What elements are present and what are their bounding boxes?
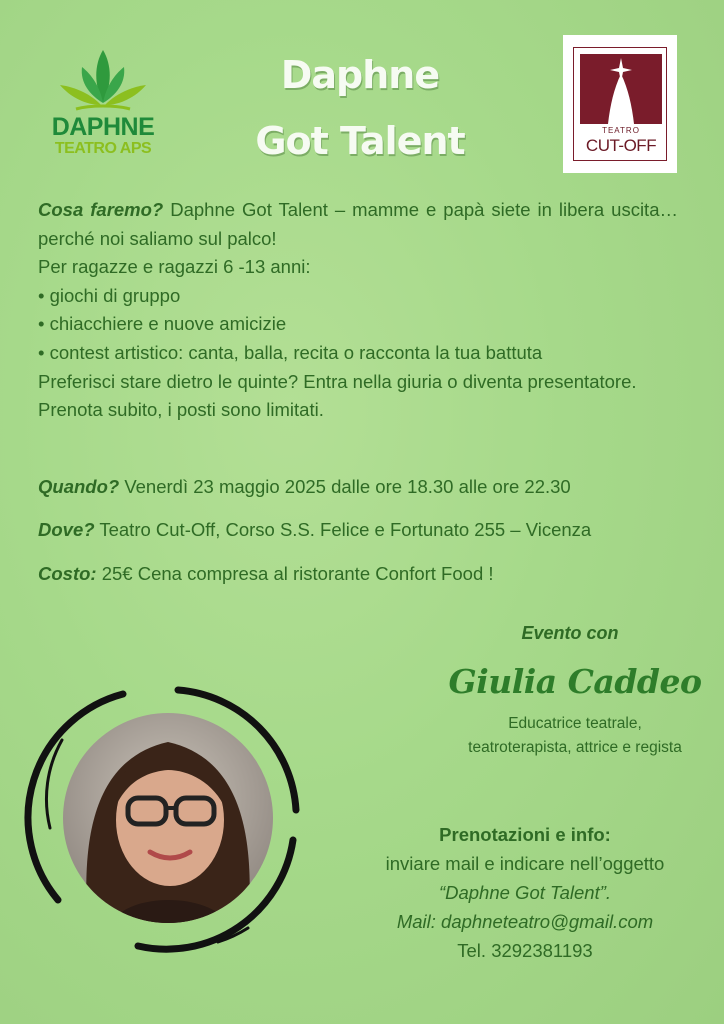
logo-teatro-text: TEATRO (602, 126, 640, 135)
cost-label: Costo: (38, 563, 97, 584)
event-with-label: Evento con (521, 623, 619, 643)
behind-scenes-text: Preferisci stare dietro le quinte? Entra nella giuria o diventa presentatore. (38, 370, 637, 392)
logo-frame (573, 47, 667, 161)
page-title (220, 42, 500, 174)
bullet-item: • giochi di gruppo (38, 284, 181, 306)
cost-text: 25€ Cena compresa al ristorante Confort Food ! (96, 563, 494, 584)
bullet-item: • contest artistico: canta, balla, recita o racconta la tua battuta (38, 341, 543, 363)
where-line (38, 518, 698, 542)
when-label: Quando? (38, 476, 120, 497)
logo-brand-text: DAPHNE (51, 113, 155, 141)
curtain-star-icon (574, 48, 668, 128)
intro-text: Daphne Got Talent – mamme e papà siete in libera uscita… perché noi saliamo sul palco! (38, 199, 678, 249)
host-name: Giulia Caddeo (448, 662, 702, 701)
daphne-logo (42, 45, 164, 165)
when-line (38, 475, 698, 499)
booking-note: Prenota subito, i posti sono limitati. (38, 399, 324, 421)
contacts-subject: “Daphne Got Talent”. (438, 882, 612, 903)
when-text: Venerdì 23 maggio 2025 dalle ore 18.30 alle ore 22.30 (119, 476, 571, 497)
logo-cutoff-text: CUT-OFF (585, 136, 657, 155)
title-line-1: Daphne (280, 53, 440, 97)
intro-paragraph (38, 196, 678, 253)
logo-sub-text: TEATRO APS (54, 140, 152, 157)
contacts-phone[interactable]: Tel. 3292381193 (457, 940, 593, 961)
cost-line (38, 562, 698, 586)
target-audience: Per ragazze e ragazzi 6 -13 anni: (38, 256, 311, 278)
intro-label: Cosa faremo? (38, 199, 164, 220)
contacts-instructions: inviare mail e indicare nell’oggetto (385, 853, 665, 874)
bullet-item: • chiacchiere e nuove amicizie (38, 313, 287, 335)
host-portrait (18, 670, 318, 970)
description-block (38, 196, 678, 425)
title-line-2: Got Talent (255, 119, 465, 163)
where-label: Dove? (38, 519, 95, 540)
teatro-cutoff-logo (563, 35, 677, 173)
contacts-heading: Prenotazioni e info: (439, 824, 611, 845)
host-role (440, 712, 710, 760)
contacts-block (340, 820, 710, 965)
contacts-mail[interactable]: Mail: daphneteatro@gmail.com (396, 911, 654, 932)
lotus-icon (56, 45, 150, 113)
host-role-line-1: Educatrice teatrale, (508, 715, 642, 732)
host-role-line-2: teatroterapista, attrice e regista (468, 739, 682, 756)
where-text: Teatro Cut-Off, Corso S.S. Felice e Fortunato 255 – Vicenza (94, 519, 592, 540)
